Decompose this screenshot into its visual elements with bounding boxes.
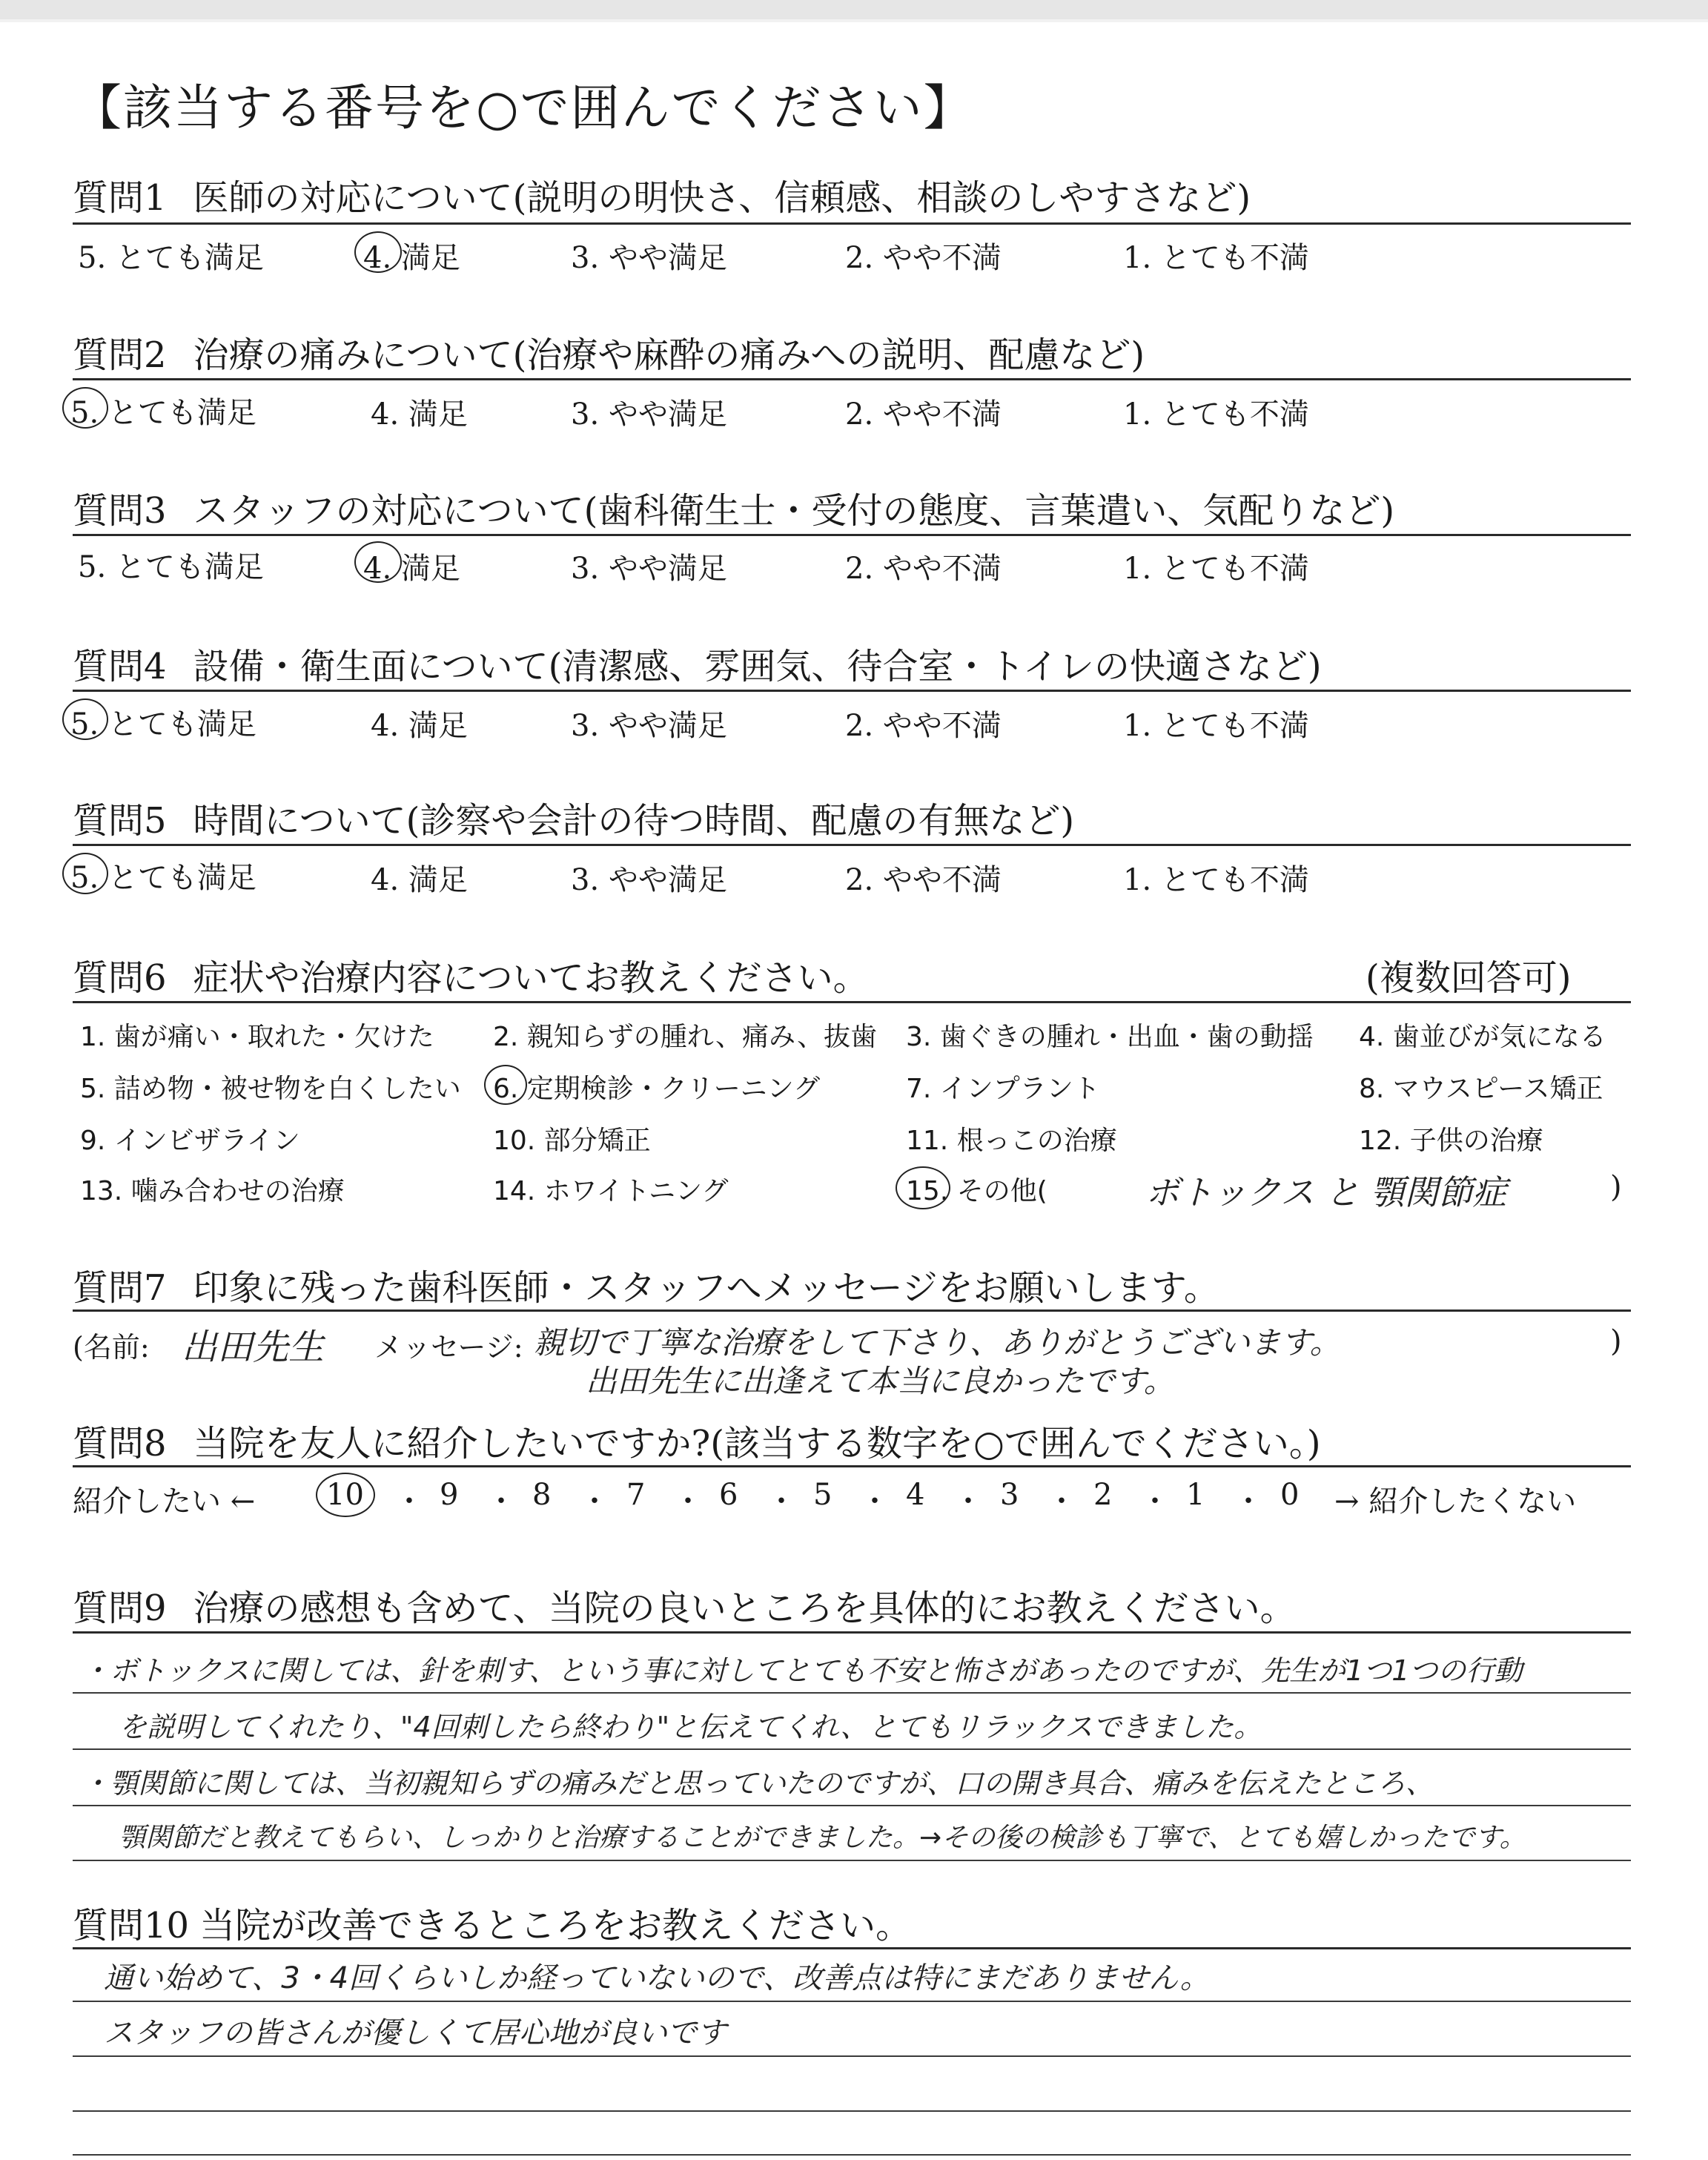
q2-selected-circle (62, 387, 108, 429)
q9-writing-line (73, 1805, 1631, 1806)
q8-separator: ・ (1140, 1484, 1170, 1519)
q5-option-1[interactable]: 1. とても不満 (1123, 863, 1309, 897)
question-3-rule (73, 534, 1631, 536)
question-4-number: 質問4 (73, 646, 167, 687)
q2-option-2[interactable]: 2. やや不満 (845, 397, 1002, 432)
question-5-heading (73, 792, 1074, 843)
q10-writing-line (73, 2110, 1631, 2112)
question-7-text: 印象に残った歯科医師・スタッフへメッセージをお願いします。 (193, 1267, 1219, 1309)
q3-option-3[interactable]: 3. やや満足 (571, 552, 727, 586)
q9-writing-line (73, 1692, 1631, 1694)
question-6-note: (複数回答可) (1366, 957, 1572, 999)
q6-option-1[interactable]: 1. 歯が痛い・取れた・欠けた (80, 1022, 434, 1052)
q7-message-line-1: 親切で丁寧な治療をして下さり、ありがとうございます。 (534, 1324, 1341, 1361)
question-5-rule (73, 844, 1631, 846)
q4-option-1[interactable]: 1. とても不満 (1123, 709, 1309, 743)
q4-selected-circle (62, 698, 108, 740)
q9-answer-line-2: を説明してくれたり、"4回刺したら終わり"と伝えてくれ、とてもリラックスできました。 (119, 1711, 1262, 1743)
scan-top-edge (0, 0, 1708, 19)
q2-option-5[interactable]: 5. とても満足 (70, 396, 256, 430)
q9-writing-line (73, 1748, 1631, 1750)
q7-message-label: メッセージ: (374, 1331, 523, 1364)
question-1-rule (73, 222, 1631, 225)
q3-selected-circle (354, 541, 402, 583)
q6-option-2[interactable]: 2. 親知らずの腫れ、痛み、抜歯 (493, 1022, 878, 1052)
question-2-rule (73, 378, 1631, 380)
q8-right-label: → 紹介したくない (1334, 1484, 1577, 1519)
question-1-number: 質問1 (73, 177, 167, 219)
q3-option-4[interactable]: 4. 満足 (363, 552, 460, 586)
question-10-rule (73, 1947, 1631, 1949)
question-9-rule (73, 1631, 1631, 1634)
question-9-heading (73, 1579, 1296, 1631)
q8-left-label: 紹介したい ← (73, 1484, 256, 1519)
question-7-number: 質問7 (73, 1267, 167, 1309)
q8-scale-5[interactable]: 5 (813, 1478, 833, 1512)
q1-selected-circle (354, 231, 402, 273)
q10-answer-line-2: スタッフの皆さんが優しくて居心地が良いです (104, 2016, 726, 2050)
question-8-number: 質問8 (73, 1423, 167, 1464)
q6-option-7[interactable]: 7. インプラント (906, 1074, 1100, 1104)
q8-separator: ・ (580, 1484, 609, 1519)
question-2-text: 治療の痛みについて(治療や麻酔の痛みへの説明、配慮など) (193, 334, 1145, 376)
question-9-text: 治療の感想も含めて、当院の良いところを具体的にお教えください。 (193, 1588, 1296, 1629)
q4-option-2[interactable]: 2. やや不満 (845, 709, 1002, 743)
q6-option-11[interactable]: 11. 根っこの治療 (906, 1126, 1117, 1156)
q5-option-3[interactable]: 3. やや満足 (571, 863, 727, 897)
q1-option-4[interactable]: 4. 満足 (363, 241, 460, 275)
page-title: 【該当する番号を○で囲んでください】 (73, 79, 974, 136)
q8-scale-0[interactable]: 0 (1280, 1478, 1300, 1512)
question-5-text: 時間について(診察や会計の待つ時間、配慮の有無など) (193, 800, 1075, 842)
q6-option-4[interactable]: 4. 歯並びが気になる (1359, 1022, 1606, 1052)
q5-option-4[interactable]: 4. 満足 (371, 863, 468, 897)
q8-scale-10[interactable]: 10 (326, 1478, 364, 1512)
question-6-heading (73, 949, 869, 1000)
q1-option-2[interactable]: 2. やや不満 (845, 241, 1002, 275)
q6-option-15[interactable]: 15. その他( (906, 1176, 1047, 1206)
q8-separator: ・ (1047, 1484, 1076, 1519)
q2-option-1[interactable]: 1. とても不満 (1123, 397, 1309, 432)
q6-selected-circle-15 (896, 1166, 950, 1209)
question-6-rule (73, 1001, 1631, 1003)
question-10-heading (73, 1897, 911, 1948)
q6-option-6[interactable]: 6. 定期検診・クリーニング (493, 1074, 821, 1104)
question-3-text: スタッフの対応について(歯科衛生士・受付の態度、言葉遣い、気配りなど) (193, 490, 1395, 532)
q8-scale-6[interactable]: 6 (719, 1478, 738, 1512)
q9-answer-line-4: 顎関節だと教えてもらい、しっかりと治療することができました。→その後の検診も丁寧で、とても嬉しかったです。 (119, 1823, 1526, 1853)
q9-writing-line (73, 1860, 1631, 1861)
q3-option-2[interactable]: 2. やや不満 (845, 552, 1002, 586)
q4-option-4[interactable]: 4. 満足 (371, 709, 468, 743)
q6-option-13[interactable]: 13. 噛み合わせの治療 (80, 1176, 345, 1206)
q5-option-5[interactable]: 5. とても満足 (70, 861, 256, 895)
question-9-number: 質問9 (73, 1588, 167, 1629)
q8-scale-1[interactable]: 1 (1186, 1478, 1205, 1512)
q8-separator: ・ (860, 1484, 890, 1519)
q8-separator: ・ (767, 1484, 796, 1519)
q1-option-3[interactable]: 3. やや満足 (571, 241, 727, 275)
q1-option-5[interactable]: 5. とても満足 (78, 241, 264, 275)
q9-answer-line-1: ・ボトックスに関しては、針を刺す、という事に対してとても不安と怖さがあったのですが、先生が1つ1つの行動 (82, 1654, 1523, 1687)
question-8-rule (73, 1465, 1631, 1467)
q4-option-3[interactable]: 3. やや満足 (571, 709, 727, 743)
q2-option-4[interactable]: 4. 満足 (371, 397, 468, 432)
scan-top-edge-shadow (0, 19, 1708, 22)
q3-option-5[interactable]: 5. とても満足 (78, 550, 264, 584)
q8-scale-8[interactable]: 8 (532, 1478, 552, 1512)
question-1-heading (73, 169, 1251, 220)
q4-option-5[interactable]: 5. とても満足 (70, 707, 256, 742)
q6-option-10[interactable]: 10. 部分矯正 (493, 1126, 651, 1156)
q5-selected-circle (62, 853, 108, 894)
question-4-text: 設備・衛生面について(清潔感、雰囲気、待合室・トイレの快適さなど) (193, 646, 1322, 687)
q8-scale-7[interactable]: 7 (626, 1478, 646, 1512)
q1-option-1[interactable]: 1. とても不満 (1123, 241, 1309, 275)
q8-scale-3[interactable]: 3 (1000, 1478, 1019, 1512)
question-6-text: 症状や治療内容についてお教えください。 (193, 957, 869, 999)
question-8-heading (73, 1415, 1321, 1466)
q10-answer-line-1: 通い始めて、3・4回くらいしか経っていないので、改善点は特にまだありません。 (104, 1961, 1210, 1995)
q6-other-close-paren: ) (1610, 1170, 1622, 1204)
q8-scale-9[interactable]: 9 (440, 1478, 459, 1512)
q7-message-line-2: 出田先生に出逢えて本当に良かったです。 (586, 1363, 1175, 1399)
question-3-number: 質問3 (73, 490, 167, 532)
question-5-number: 質問5 (73, 800, 167, 842)
question-4-rule (73, 690, 1631, 692)
question-3-heading (73, 482, 1394, 533)
question-10-text: 当院が改善できるところをお教えください。 (199, 1905, 912, 1946)
q5-option-2[interactable]: 2. やや不満 (845, 863, 1002, 897)
question-4-heading (73, 638, 1322, 689)
q8-scale-4[interactable]: 4 (906, 1478, 925, 1512)
q8-separator: ・ (486, 1484, 516, 1519)
q6-option-3[interactable]: 3. 歯ぐきの腫れ・出血・歯の動揺 (906, 1022, 1314, 1052)
question-7-rule (73, 1309, 1631, 1312)
q10-writing-line (73, 2055, 1631, 2057)
question-6-number: 質問6 (73, 957, 167, 999)
q8-separator: ・ (673, 1484, 703, 1519)
q8-scale-2[interactable]: 2 (1093, 1478, 1113, 1512)
q10-writing-line (73, 2001, 1631, 2002)
q9-answer-line-3: ・顎関節に関しては、当初親知らずの痛みだと思っていたのですが、口の開き具合、痛みを伝えたところ、 (82, 1767, 1434, 1800)
q2-option-3[interactable]: 3. やや満足 (571, 397, 727, 432)
q6-selected-circle-6 (484, 1065, 527, 1105)
q6-other-handwritten: ボトックス と 顎関節症 (1145, 1172, 1507, 1212)
q6-option-12[interactable]: 12. 子供の治療 (1359, 1126, 1543, 1156)
q7-close-paren: ) (1610, 1324, 1622, 1358)
q6-option-14[interactable]: 14. ホワイトニング (493, 1176, 729, 1206)
q6-option-8[interactable]: 8. マウスピース矯正 (1359, 1074, 1603, 1104)
q10-writing-line (73, 2154, 1631, 2156)
q7-name-handwritten: 出田先生 (182, 1327, 325, 1368)
q6-option-9[interactable]: 9. インビザライン (80, 1126, 300, 1156)
q8-separator: ・ (1234, 1484, 1263, 1519)
q8-separator: ・ (394, 1484, 424, 1519)
q8-separator: ・ (953, 1484, 983, 1519)
q8-selected-circle (316, 1473, 375, 1517)
question-8-text: 当院を友人に紹介したいですか?(該当する数字を○で囲んでください。) (193, 1423, 1321, 1464)
q6-option-5[interactable]: 5. 詰め物・被せ物を白くしたい (80, 1074, 461, 1104)
question-7-heading (73, 1259, 1219, 1310)
question-1-text: 医師の対応について(説明の明快さ、信頼感、相談のしやすさなど) (193, 177, 1251, 219)
question-2-heading (73, 326, 1145, 377)
q3-option-1[interactable]: 1. とても不満 (1123, 552, 1309, 586)
q7-name-label: (名前: (73, 1331, 150, 1364)
question-2-number: 質問2 (73, 334, 167, 376)
question-10-number: 質問10 (73, 1905, 190, 1946)
